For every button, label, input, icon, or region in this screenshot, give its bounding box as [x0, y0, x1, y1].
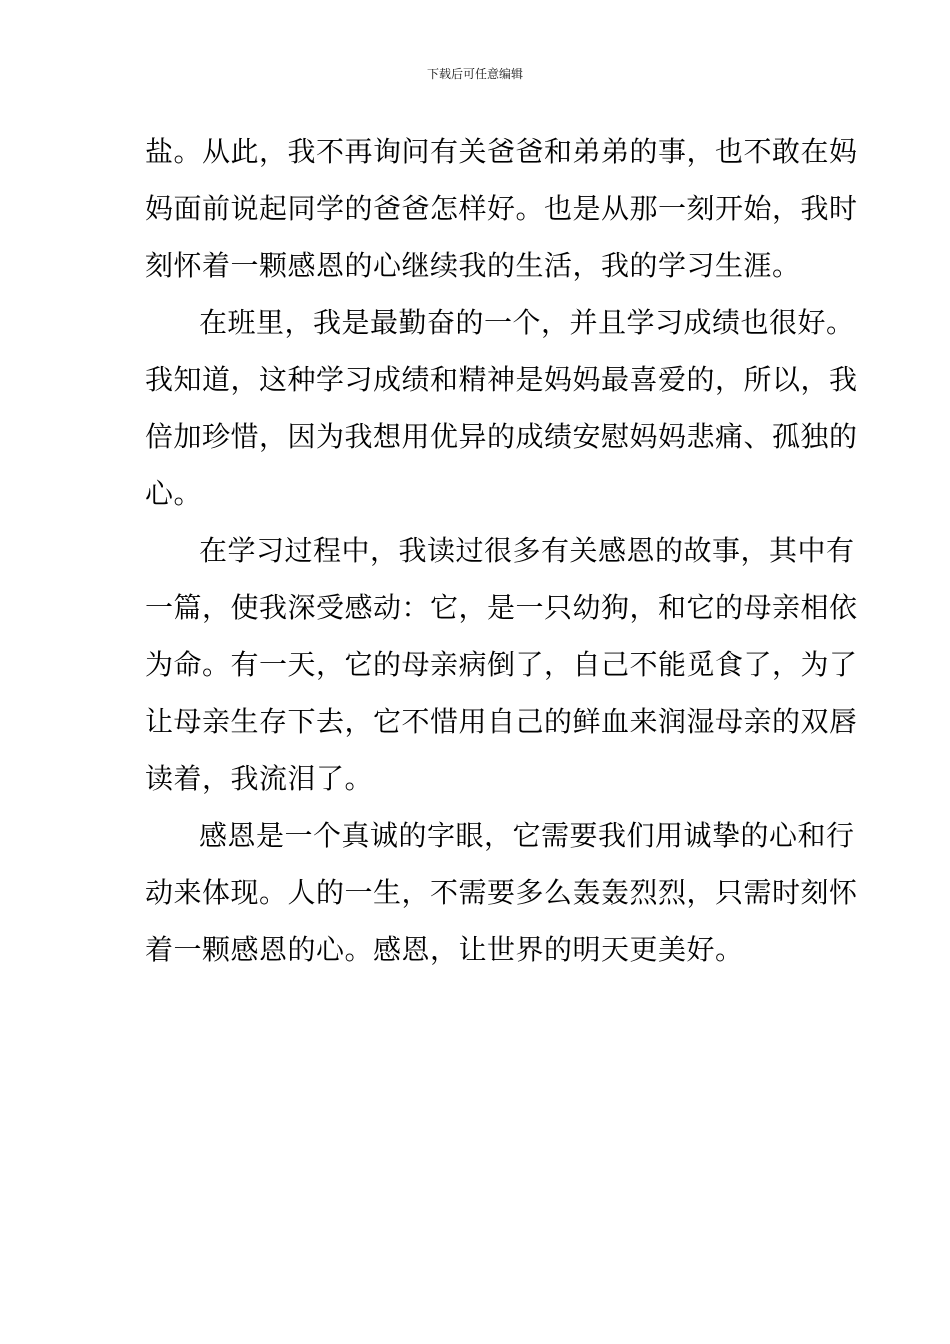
- paragraph-line: 心。: [145, 477, 203, 510]
- paragraph-line: 着一颗感恩的心。感恩，让世界的明天更美好。: [145, 933, 744, 966]
- paragraph-line: 我知道，这种学习成绩和精神是妈妈最喜爱的，所以，我: [145, 363, 858, 396]
- paragraph-line: 让母亲生存下去，它不惜用自己的鲜血来润湿母亲的双唇: [145, 705, 858, 738]
- paragraph-first-line: 在学习过程中，我读过很多有关感恩的故事，其中有: [199, 534, 855, 567]
- paragraph-line: 刻怀着一颗感恩的心继续我的生活，我的学习生涯。: [145, 249, 801, 282]
- paragraph-first-line: 在班里，我是最勤奋的一个，并且学习成绩也很好。: [199, 306, 855, 339]
- paragraph-line: 动来体现。人的一生，不需要多么轰轰烈烈，只需时刻怀: [145, 876, 858, 909]
- paragraph-first-line: 感恩是一个真诚的字眼，它需要我们用诚挚的心和行: [199, 819, 855, 852]
- page-header: 下载后可任意编辑: [426, 67, 523, 81]
- document-body: [145, 130, 858, 985]
- paragraph-line: 妈面前说起同学的爸爸怎样好。也是从那一刻开始，我时: [145, 192, 858, 225]
- paragraph-line: 读着，我流泪了。: [145, 762, 374, 795]
- paragraph-line: 盐。从此，我不再询问有关爸爸和弟弟的事，也不敢在妈: [145, 135, 858, 168]
- paragraph-line: 倍加珍惜，因为我想用优异的成绩安慰妈妈悲痛、孤独的: [145, 420, 858, 453]
- paragraph-line: 为命。有一天，它的母亲病倒了，自己不能觅食了，为了: [145, 648, 858, 681]
- paragraph-line: 一篇，使我深受感动：它，是一只幼狗，和它的母亲相依: [145, 591, 858, 624]
